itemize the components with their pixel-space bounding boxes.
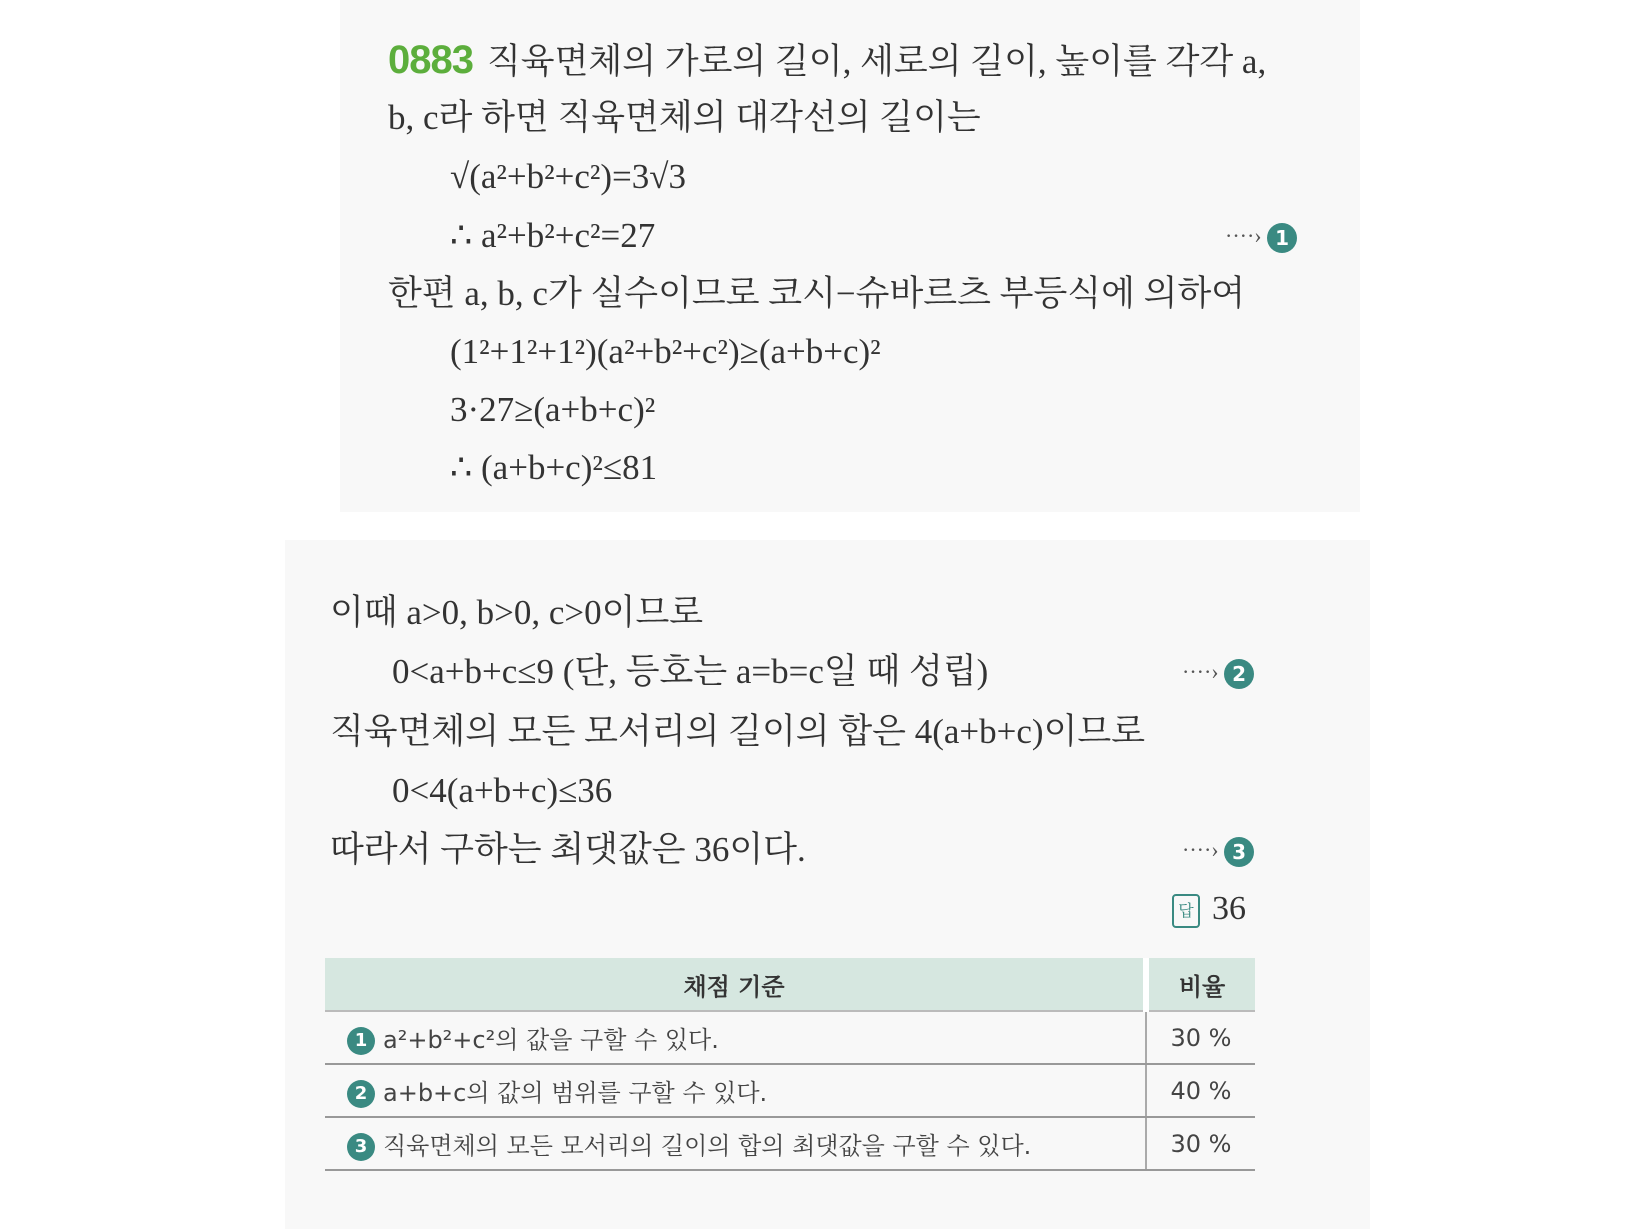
ratio-cell: 30 % [1146,1011,1255,1064]
answer-value: 36 [1212,890,1246,927]
step4-intro: 직육면체의 모든 모서리의 길이의 합은 4(a+b+c)이므로 [330,712,1145,751]
arrow-icon: ····› [1225,223,1262,248]
equation-sum-squares: ∴ a²+b²+c²=27 [450,216,656,255]
table-row [325,1064,1255,1117]
step2-intro: 한편 a, b, c가 실수이므로 코시−슈바르츠 부등식에 의하여 [388,274,1246,313]
step-marker-3 [1182,828,1254,872]
table-row [325,1117,1255,1170]
criteria-text: 직육면체의 모든 모서리의 길이의 합의 최댓값을 구할 수 있다. [383,1132,1032,1160]
equation-squared-bound: ∴ (a+b+c)²≤81 [450,448,658,487]
equation-bound: 3·27≥(a+b+c)² [450,390,656,429]
criteria-cell [325,1117,1146,1170]
scoring-table [325,958,1255,1171]
circle-3-icon: 3 [347,1133,375,1161]
intro-text-1: 직육면체의 가로의 길이, 세로의 길이, 높이를 각각 a, [486,42,1267,81]
table-row [325,1011,1255,1064]
criteria-cell [325,1011,1146,1064]
arrow-icon: ····› [1182,659,1219,684]
answer [1172,887,1246,931]
arrow-icon: ····› [1182,837,1219,862]
equation-range: 0<a+b+c≤9 (단, 등호는 a=b=c일 때 성립) [392,652,989,691]
header-ratio: 비율 [1146,958,1255,1011]
circle-1-icon: 1 [1267,223,1297,253]
circle-2-icon: 2 [1224,659,1254,689]
intro-line-1 [388,38,1266,84]
criteria-text: a²+b²+c²의 값을 구할 수 있다. [383,1026,719,1054]
circle-1-icon: 1 [347,1027,375,1055]
intro-line-2: b, c라 하면 직육면체의 대각선의 길이는 [388,98,981,137]
step-marker-1 [1225,214,1297,258]
problem-number: 0883 [388,38,473,82]
header-criteria: 채점 기준 [325,958,1146,1011]
circle-2-icon: 2 [347,1080,375,1108]
equation-edge-sum: 0<4(a+b+c)≤36 [392,771,613,810]
ratio-cell: 30 % [1146,1117,1255,1170]
step-marker-2 [1182,650,1254,694]
equation-diagonal: √(a²+b²+c²)=3√3 [450,157,686,196]
conclusion: 따라서 구하는 최댓값은 36이다. [330,830,806,869]
criteria-cell [325,1064,1146,1117]
equation-cauchy: (1²+1²+1²)(a²+b²+c²)≥(a+b+c)² [450,332,881,371]
scoring-table-header [325,958,1255,1011]
answer-icon: 답 [1172,894,1200,928]
circle-3-icon: 3 [1224,837,1254,867]
step3-intro: 이때 a>0, b>0, c>0이므로 [330,593,704,632]
ratio-cell: 40 % [1146,1064,1255,1117]
criteria-text: a+b+c의 값의 범위를 구할 수 있다. [383,1079,768,1107]
